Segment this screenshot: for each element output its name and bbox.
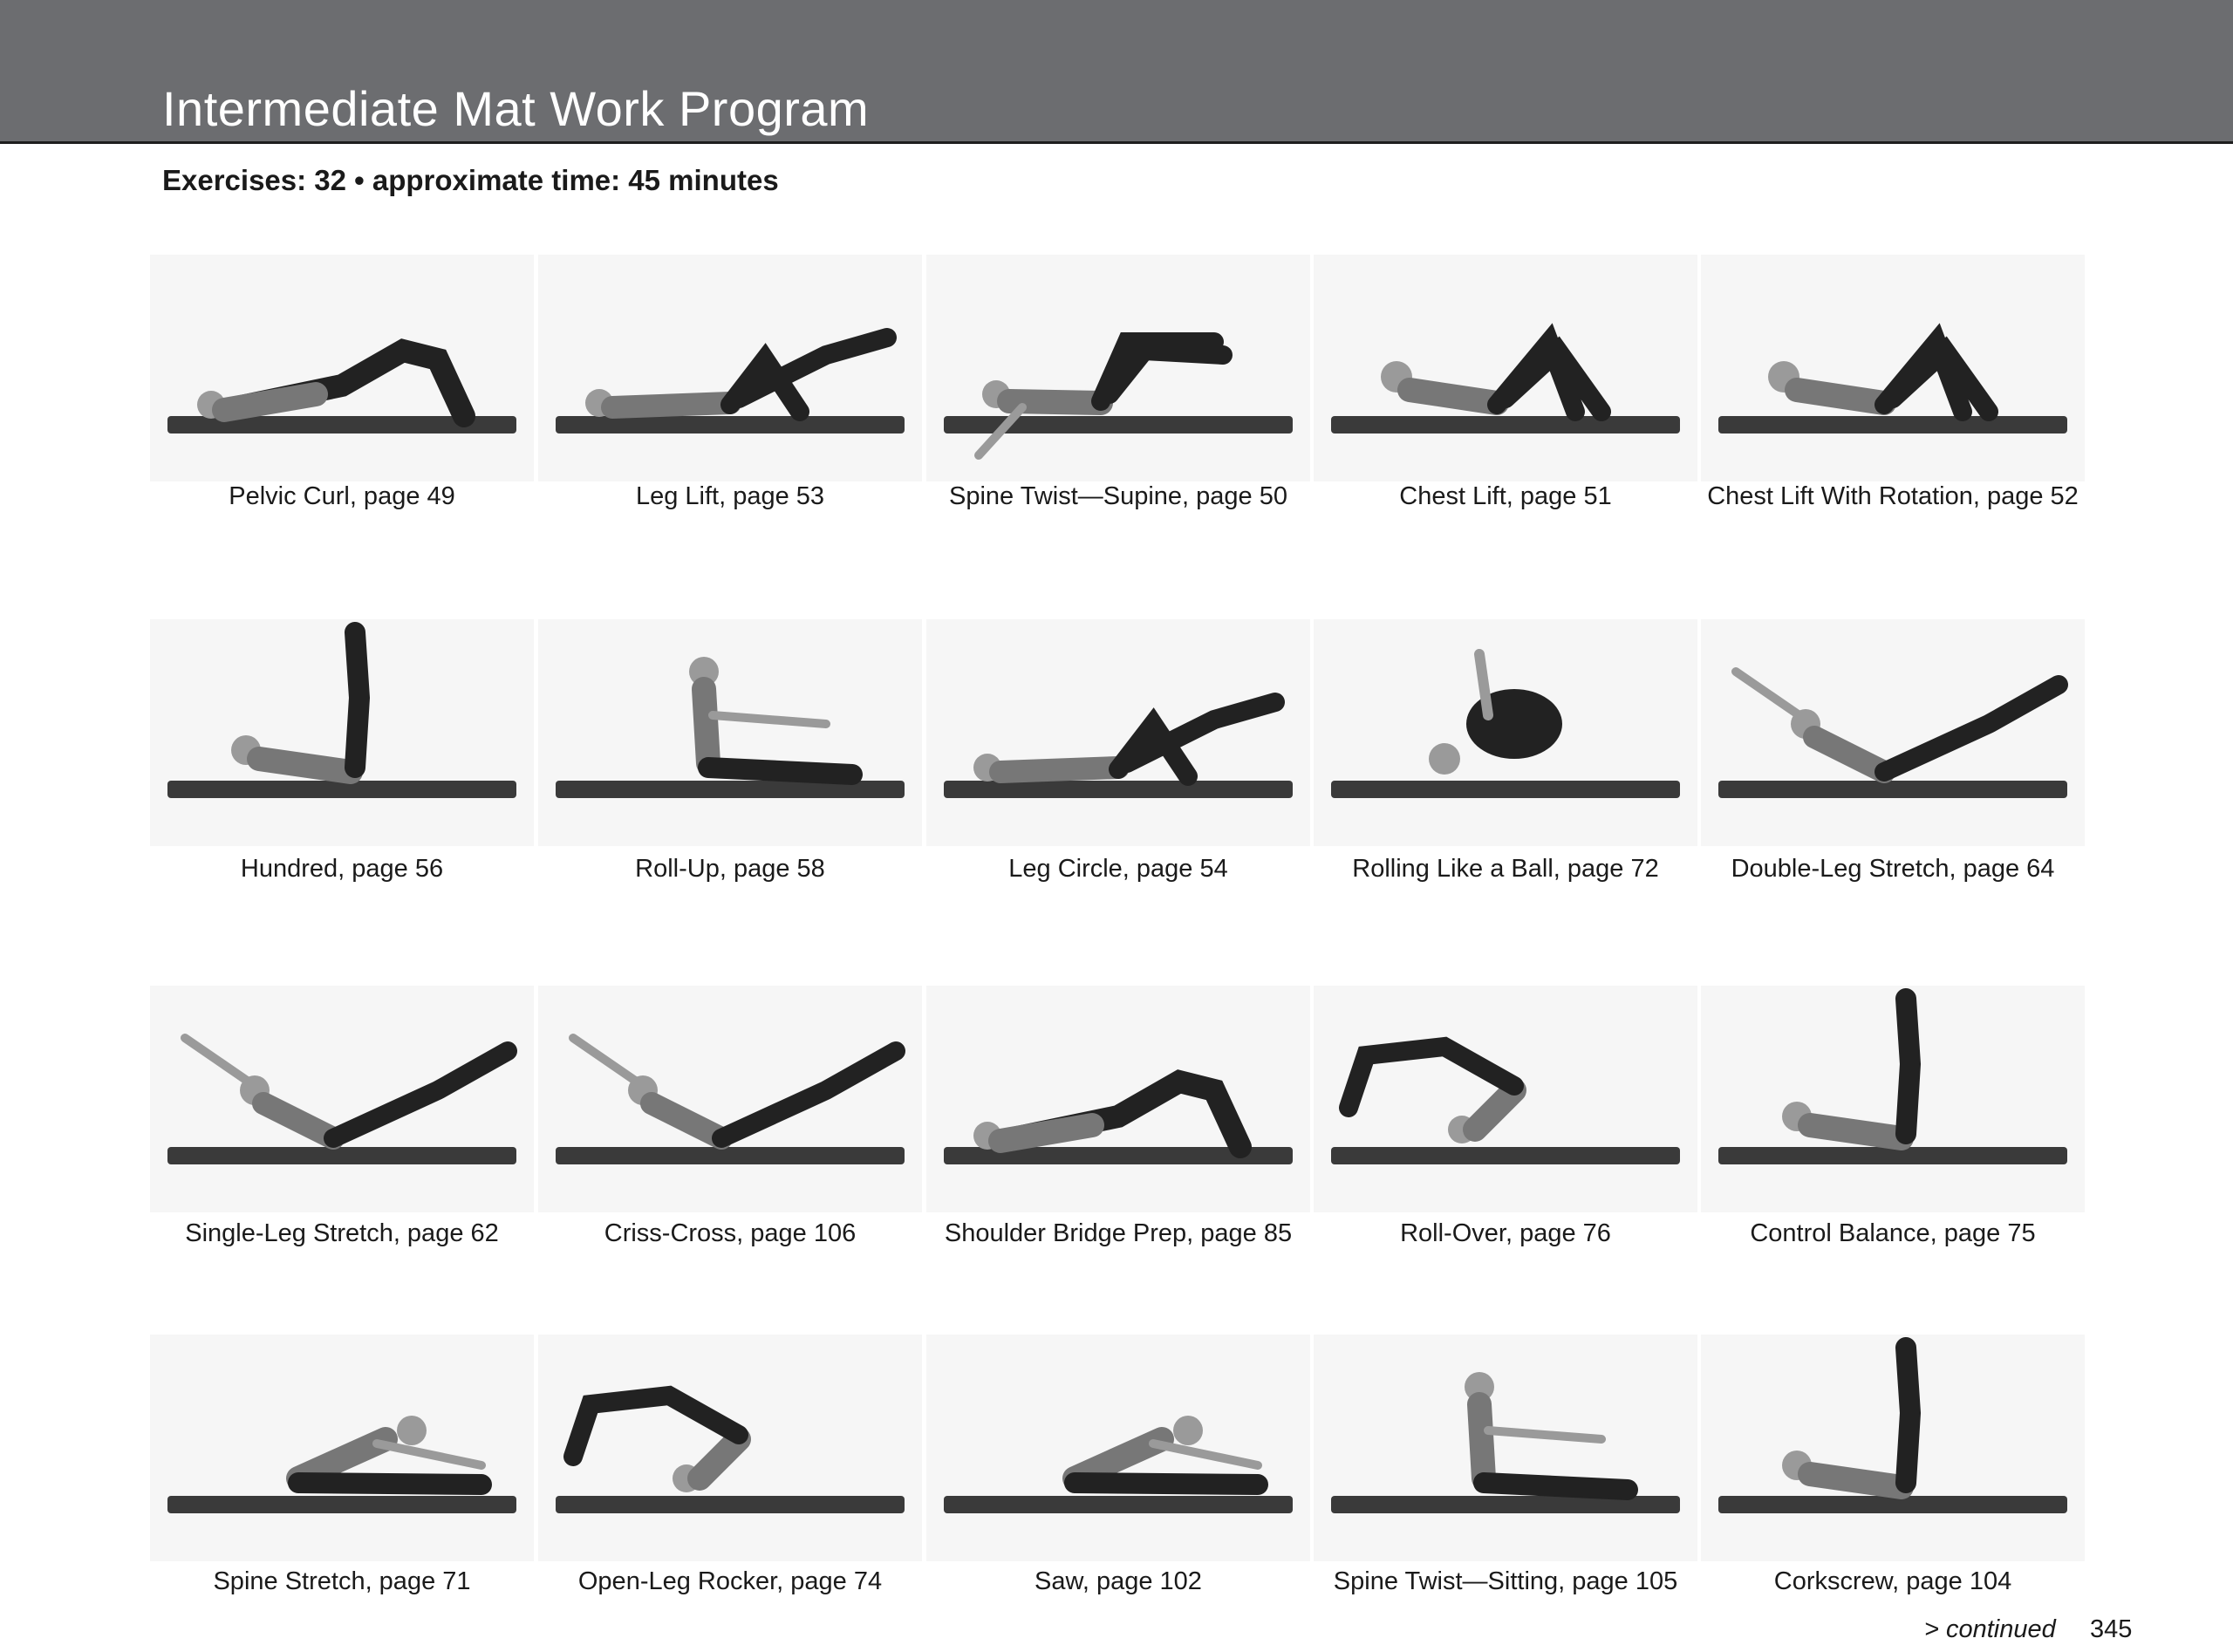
exercise-photo (1314, 619, 1697, 846)
page-number: 345 (2090, 1615, 2133, 1643)
page-title: Intermediate Mat Work Program (162, 81, 870, 136)
exercise-caption: Spine Stretch, page 71 (213, 1567, 471, 1595)
exercise-caption: Open-Leg Rocker, page 74 (577, 1567, 883, 1595)
exercise-photo (1701, 986, 2085, 1212)
exercise-caption: Leg Circle, page 54 (1008, 855, 1228, 883)
exercise-caption: Single-Leg Stretch, page 62 (185, 1219, 499, 1247)
exercise-photo (150, 986, 534, 1212)
continued-note: > continued (1924, 1615, 2056, 1643)
exercise-caption: Rolling Like a Ball, page 72 (1352, 855, 1659, 883)
exercise-photo (1314, 1335, 1697, 1561)
exercise-photo (1701, 255, 2085, 481)
exercise-caption: Roll-Over, page 76 (1400, 1219, 1611, 1247)
exercise-caption: Shoulder Bridge Prep, page 85 (944, 1219, 1293, 1247)
exercise-caption: Spine Twist—Sitting, page 105 (1333, 1567, 1678, 1595)
exercise-photo (538, 619, 922, 846)
exercise-photo (1701, 1335, 2085, 1561)
exercise-caption: Chest Lift, page 51 (1399, 482, 1612, 510)
exercise-photo (926, 1335, 1310, 1561)
exercise-caption: Roll-Up, page 58 (635, 855, 825, 883)
exercise-photo (150, 1335, 534, 1561)
exercise-photo (538, 1335, 922, 1561)
exercise-photo (1701, 619, 2085, 846)
exercise-caption: Chest Lift With Rotation, page 52 (1707, 482, 2079, 510)
exercise-photo (150, 619, 534, 846)
exercise-photo (1314, 986, 1697, 1212)
exercise-photo (538, 255, 922, 481)
exercise-caption: Pelvic Curl, page 49 (229, 482, 455, 510)
exercise-caption: Control Balance, page 75 (1750, 1219, 2036, 1247)
exercise-caption: Criss-Cross, page 106 (604, 1219, 857, 1247)
exercise-photo (926, 986, 1310, 1212)
exercise-caption: Spine Twist—Supine, page 50 (948, 482, 1287, 510)
exercise-caption: Saw, page 102 (1035, 1567, 1202, 1595)
exercise-photo (150, 255, 534, 481)
exercise-photo (538, 986, 922, 1212)
exercise-photo (1314, 255, 1697, 481)
exercise-photo (926, 255, 1310, 481)
exercise-caption: Corkscrew, page 104 (1773, 1567, 2012, 1595)
exercise-caption: Leg Lift, page 53 (635, 482, 825, 510)
exercise-photo (926, 619, 1310, 846)
exercise-caption: Double-Leg Stretch, page 64 (1731, 855, 2055, 883)
program-summary: Exercises: 32 • approximate time: 45 minutes (162, 164, 779, 196)
exercise-caption: Hundred, page 56 (240, 855, 444, 883)
